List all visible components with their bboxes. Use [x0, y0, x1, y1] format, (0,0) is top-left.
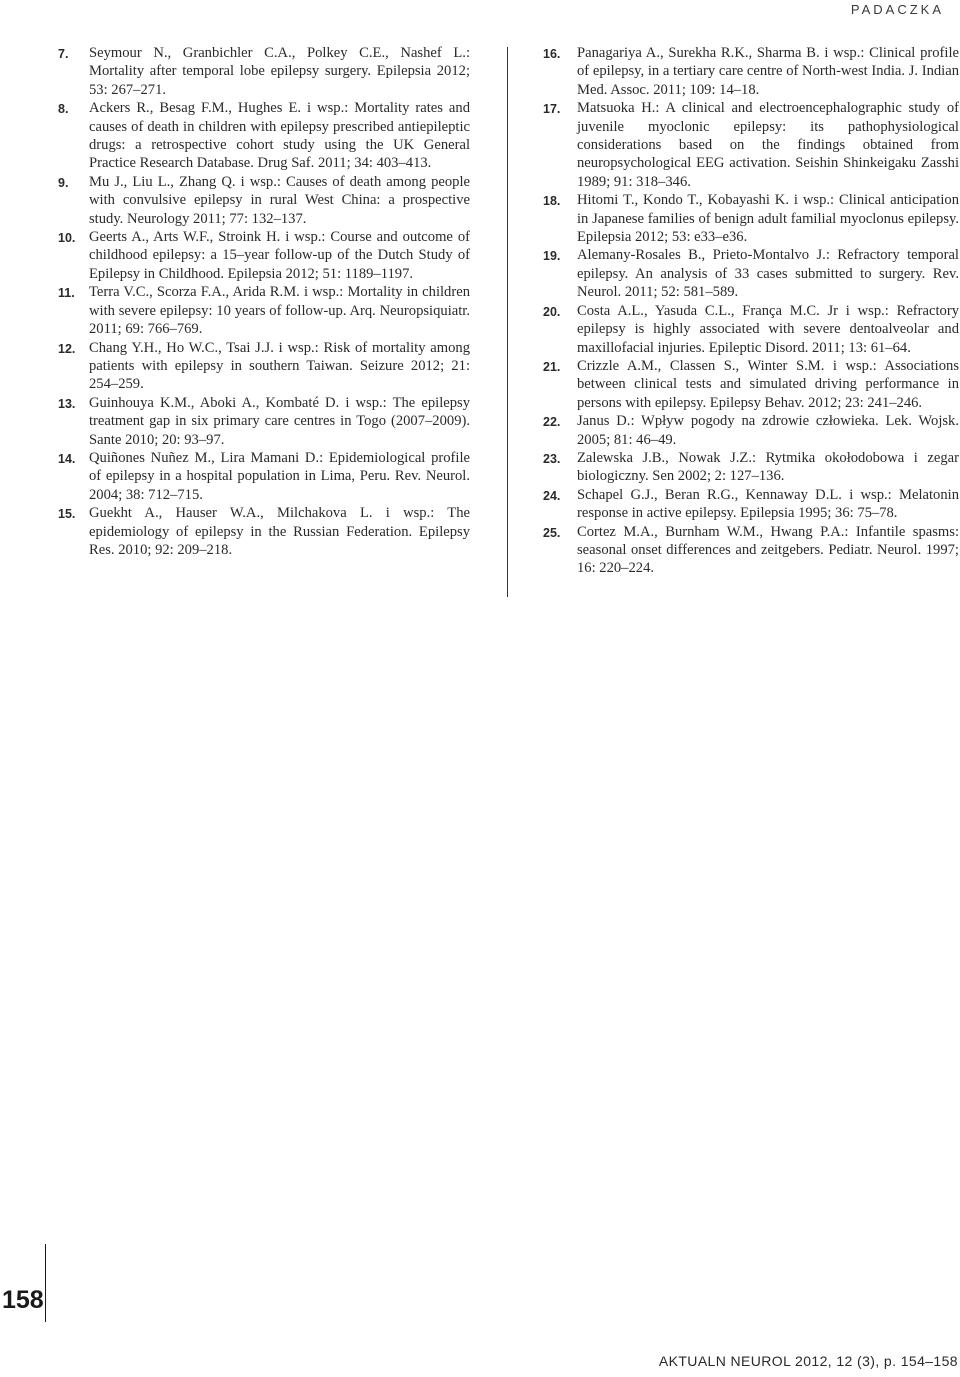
reference-number: 19. — [543, 249, 561, 264]
reference-text: Ackers R., Besag F.M., Hughes E. i wsp.: Mortality rates and causes of death in children with epilepsy prescribed antiepileptic drugs: a retrospective cohort study using the UK General Practice Research Database. Drug Saf. 2011; 34: 403–413. — [89, 100, 470, 172]
reference-item — [543, 44, 959, 99]
reference-item — [543, 449, 959, 486]
reference-number: 14. — [58, 451, 76, 466]
reference-number: 17. — [543, 102, 561, 117]
reference-number: 22. — [543, 415, 561, 430]
page-number: 158 — [2, 1286, 44, 1314]
reference-text: Chang Y.H., Ho W.C., Tsai J.J. i wsp.: Risk of mortality among patients with epilepsy in southern Taiwan. Seizure 2012; 21: 254–259. — [89, 339, 470, 393]
reference-number: 12. — [58, 341, 76, 356]
reference-text: Guekht A., Hauser W.A., Milchakova L. i wsp.: The epidemiology of epilepsy in the Russian Federation. Epilepsy Res. 2010; 92: 209–218. — [89, 505, 470, 558]
reference-text: Seymour N., Granbichler C.A., Polkey C.E., Nashef L.: Mortality after temporal lobe epilepsy surgery. Epilepsia 2012; 53: 267–271. — [89, 45, 470, 98]
reference-number: 24. — [543, 488, 561, 503]
reference-text: Alemany-Rosales B., Prieto-Montalvo J.: Refractory temporal epilepsy. An analysis of 33 cases submitted to surgery. Rev. Neurol. 2011; 52: 581–589. — [577, 247, 959, 301]
reference-text: Schapel G.J., Beran R.G., Kennaway D.L. i wsp.: Melatonin response in active epilepsy. Epilepsia 1995; 36: 75–78. — [577, 486, 959, 522]
reference-text: Geerts A., Arts W.F., Stroink H. i wsp.: Course and outcome of childhood epilepsy: a 15–year follow-up of the Dutch Study of Epilepsy in Childhood. Epilepsia 2012; 51: 1189–1197. — [89, 229, 470, 282]
reference-item — [58, 394, 470, 449]
reference-text: Janus D.: Wpływ pogody na zdrowie człowieka. Lek. Wojsk. 2005; 81: 46–49. — [577, 413, 959, 448]
reference-text: Matsuoka H.: A clinical and electroencephalographic study of juvenile myoclonic epilepsy: its pathophysiological considerations based on the findings obtained from neuropsychological EEG activation. Seishin Shinkeigaku Zasshi 1989; 91: 318–346. — [577, 100, 959, 190]
reference-number: 10. — [58, 231, 76, 246]
reference-item — [543, 191, 959, 246]
reference-item — [543, 357, 959, 412]
reference-number: 21. — [543, 359, 561, 374]
page-number-rule — [45, 1244, 46, 1322]
reference-text: Mu J., Liu L., Zhang Q. i wsp.: Causes of death among people with convulsive epilepsy in rural West China: a prospective study. Neurology 2011; 77: 132–137. — [89, 173, 470, 227]
reference-item — [58, 99, 470, 173]
reference-text: Quiñones Nuñez M., Lira Mamani D.: Epidemiological profile of epilepsy in a hospital population in Lima, Peru. Rev. Neurol. 2004; 38: 712–715. — [89, 449, 470, 503]
reference-item — [543, 412, 959, 449]
reference-number: 25. — [543, 525, 561, 540]
reference-item — [58, 173, 470, 228]
reference-item — [58, 44, 470, 99]
reference-text: Guinhouya K.M., Aboki A., Kombaté D. i wsp.: The epilepsy treatment gap in six primary care centres in Togo (2007–2009). Sante 2010; 20: 93–97. — [89, 394, 470, 448]
reference-text: Costa A.L., Yasuda C.L., França M.C. Jr i wsp.: Refractory epilepsy is highly associated with severe dentoalveolar and maxillofacial injuries. Epileptic Disord. 2011; 13: 61–64. — [577, 302, 959, 356]
reference-text: Zalewska J.B., Nowak J.Z.: Rytmika okołodobowa i zegar biologiczny. Sen 2002; 2: 127–136. — [577, 449, 959, 485]
reference-item — [58, 339, 470, 394]
reference-number: 9. — [58, 175, 69, 190]
references-left-column — [58, 44, 470, 559]
reference-number: 16. — [543, 47, 561, 61]
reference-number: 20. — [543, 304, 561, 319]
reference-item — [58, 504, 470, 559]
journal-footer: AKTUALN NEUROL 2012, 12 (3), p. 154–158 — [658, 1353, 958, 1369]
reference-number: 15. — [58, 507, 76, 522]
reference-item — [543, 99, 959, 191]
reference-item — [543, 486, 959, 523]
references-right-column — [543, 44, 959, 578]
reference-text: Terra V.C., Scorza F.A., Arida R.M. i wsp.: Mortality in children with severe epilepsy: 10 years of follow-up. Arq. Neuropsiquiatr. 2011; 69: 766–769. — [89, 284, 470, 338]
reference-text: Panagariya A., Surekha R.K., Sharma B. i wsp.: Clinical profile of epilepsy, in a tertiary care centre of North-west India. J. Indian Med. Assoc. 2011; 109: 14–18. — [577, 45, 959, 98]
reference-item — [58, 228, 470, 283]
reference-number: 23. — [543, 451, 561, 466]
reference-number: 13. — [58, 396, 76, 411]
section-label: PADACZKA — [850, 2, 944, 17]
column-divider — [507, 47, 508, 597]
reference-item — [58, 283, 470, 338]
reference-text: Cortez M.A., Burnham W.M., Hwang P.A.: Infantile spasms: seasonal onset differences and zeitgebers. Pediatr. Neurol. 1997; 16: 220–224. — [577, 523, 959, 577]
reference-text: Crizzle A.M., Classen S., Winter S.M. i wsp.: Associations between clinical tests and simulated driving performance in persons with epilepsy. Epilepsy Behav. 2012; 23: 241–246. — [577, 357, 959, 411]
reference-number: 11. — [58, 286, 75, 301]
reference-item — [543, 246, 959, 301]
reference-number: 7. — [58, 47, 69, 61]
reference-number: 18. — [543, 194, 561, 209]
reference-text: Hitomi T., Kondo T., Kobayashi K. i wsp.: Clinical anticipation in Japanese families of benign adult familial myoclonus epilepsy. Epilepsia 2012; 53: e33–e36. — [577, 192, 959, 246]
reference-number: 8. — [58, 102, 69, 117]
reference-item — [543, 523, 959, 578]
reference-item — [58, 449, 470, 504]
reference-item — [543, 302, 959, 357]
